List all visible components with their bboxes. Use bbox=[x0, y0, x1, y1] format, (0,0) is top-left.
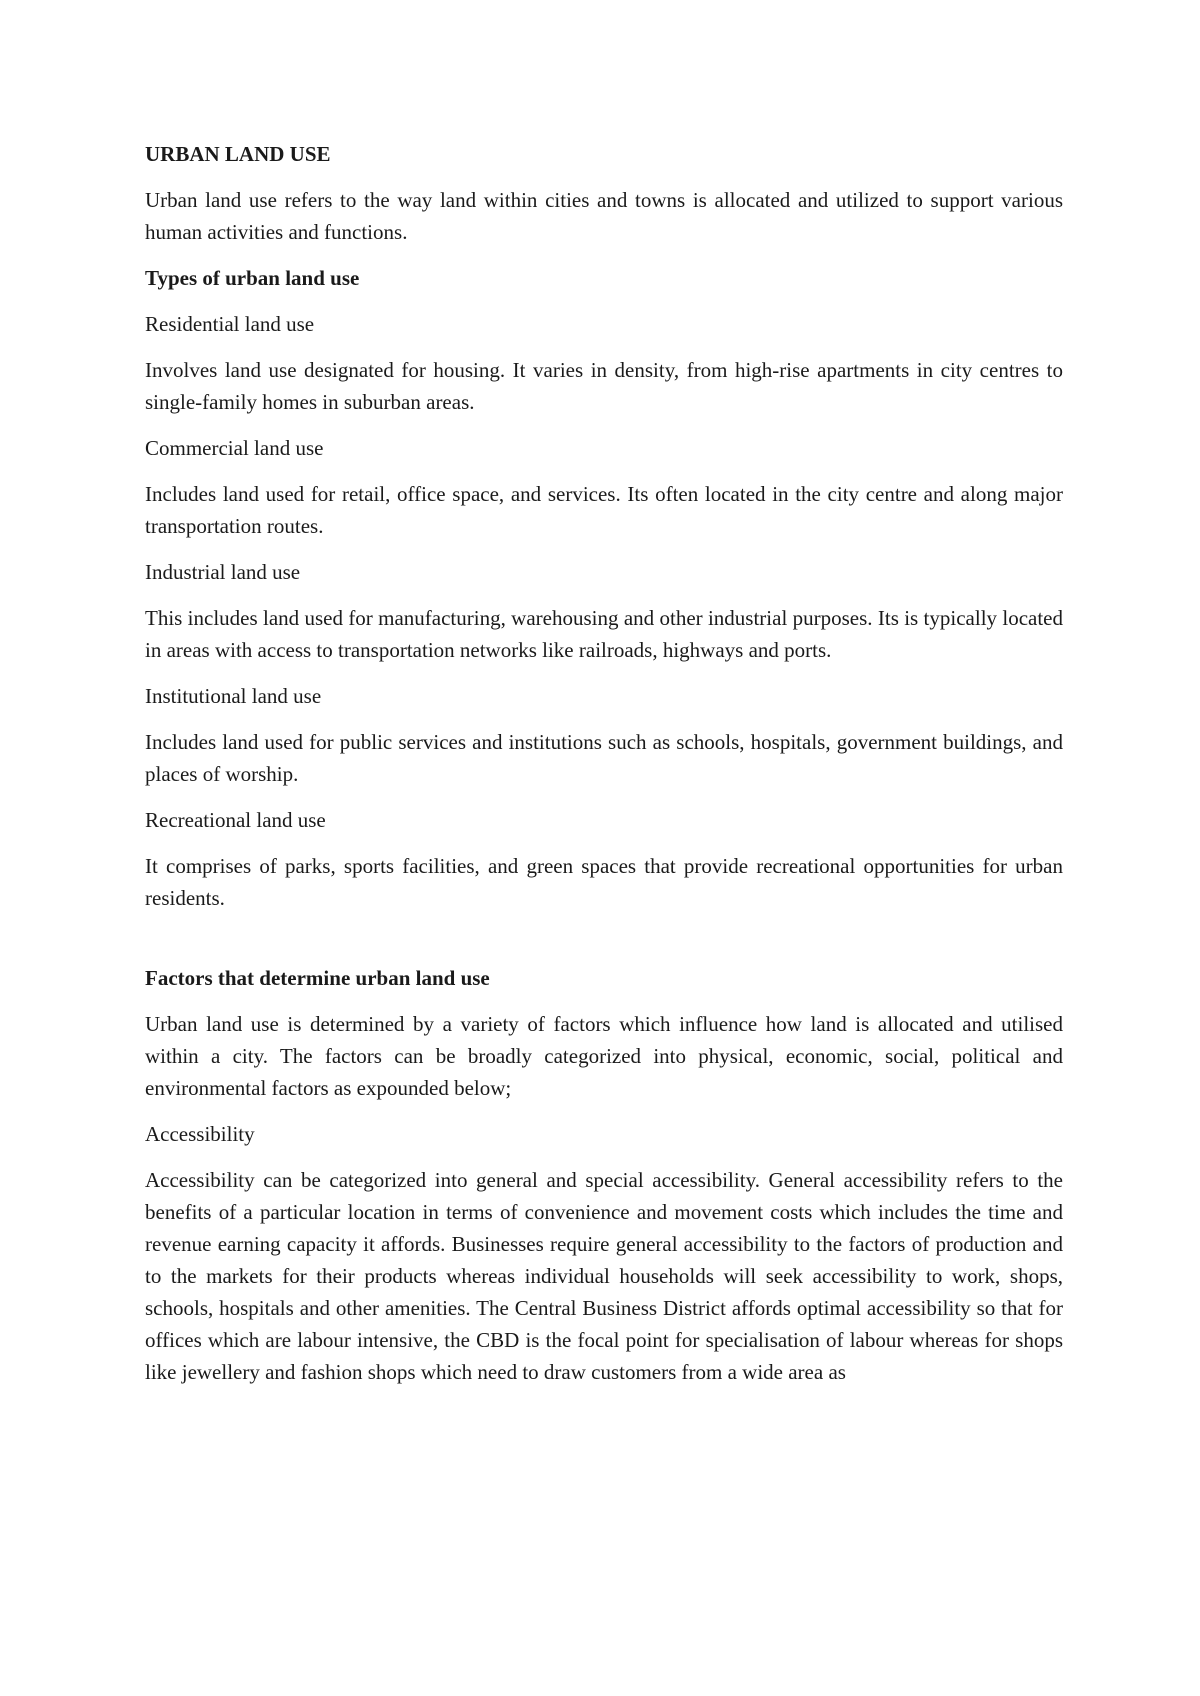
accessibility-paragraph: Accessibility can be categorized into general and special accessibility. General accessibility refers to the benefits of a particular location in terms of convenience and movement costs which includes the time and revenue earning capacity it affords. Businesses require general accessibility to the factors of production and to the markets for their products whereas individual households will seek accessibility to work, shops, schools, hospitals and other amenities. The Central Business District affords optimal accessibility so that for offices which are labour intensive, the CBD is the focal point for specialisation of labour whereas for shops like jewellery and fashion shops which need to draw customers from a wide area as bbox=[145, 1168, 1063, 1384]
type-name-industrial: Industrial land use bbox=[145, 560, 301, 584]
type-text-recreational: It comprises of parks, sports facilities, and green spaces that provide recreational opportunities for urban residents. bbox=[145, 854, 1063, 910]
intro-paragraph: Urban land use refers to the way land within cities and towns is allocated and utilized to support various human activities and functions. bbox=[145, 188, 1063, 244]
accessibility-heading: Accessibility bbox=[145, 1122, 255, 1146]
type-text-institutional: Includes land used for public services and institutions such as schools, hospitals, government buildings, and places of worship. bbox=[145, 730, 1063, 786]
type-name-residential: Residential land use bbox=[145, 312, 315, 336]
type-name-commercial: Commercial land use bbox=[145, 436, 324, 460]
section-spacer bbox=[145, 928, 1063, 962]
document-page bbox=[145, 138, 1063, 1402]
factors-intro-paragraph: Urban land use is determined by a variety of factors which influence how land is allocated and utilised within a city. The factors can be broadly categorized into physical, economic, social, political and environmental factors as expounded below; bbox=[145, 1012, 1063, 1100]
type-name-institutional: Institutional land use bbox=[145, 684, 322, 708]
type-name-recreational: Recreational land use bbox=[145, 808, 326, 832]
factors-heading: Factors that determine urban land use bbox=[145, 966, 490, 990]
types-heading: Types of urban land use bbox=[145, 266, 360, 290]
document-title: URBAN LAND USE bbox=[145, 142, 331, 166]
type-text-commercial: Includes land used for retail, office space, and services. Its often located in the city centre and along major transportation routes. bbox=[145, 482, 1063, 538]
type-text-industrial: This includes land used for manufacturing, warehousing and other industrial purposes. Its is typically located in areas with access to transportation networks like railroads, highways and ports. bbox=[145, 606, 1063, 662]
type-text-residential: Involves land use designated for housing. It varies in density, from high-rise apartments in city centres to single-family homes in suburban areas. bbox=[145, 358, 1063, 414]
